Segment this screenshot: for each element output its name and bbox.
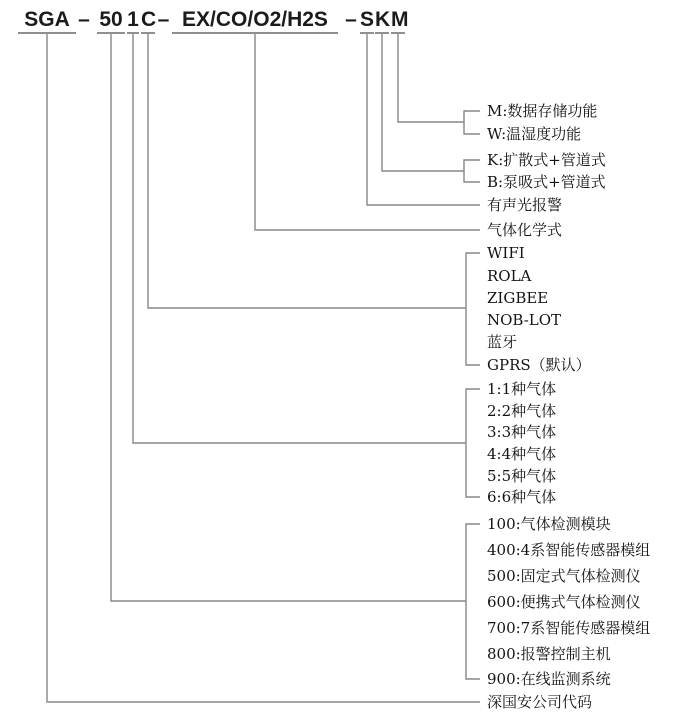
- label-gas-chemical-formula: 气体化学式: [487, 221, 563, 239]
- label-gas-5: 5:5种气体: [487, 467, 557, 485]
- label-series-100: 100:气体检测模块: [487, 515, 611, 533]
- bracket-gas-count-bracket: [466, 389, 480, 497]
- label-series-800: 800:报警控制主机: [487, 645, 611, 663]
- label-series-700: 700:7系智能传感器模组: [487, 619, 651, 637]
- connector-alarm-line: [367, 34, 480, 205]
- connector-sampling-bracket: [382, 34, 464, 171]
- label-wifi: WIFI: [487, 244, 525, 262]
- model-segment-code-k: K: [375, 8, 389, 34]
- label-series-500: 500:固定式气体检测仪: [487, 567, 641, 585]
- model-segment-dash-2: –: [157, 8, 170, 31]
- label-bluetooth: 蓝牙: [487, 333, 518, 351]
- bracket-series-bracket: [466, 524, 480, 679]
- bracket-comms-bracket: [466, 253, 480, 365]
- label-gas-4: 4:4种气体: [487, 445, 557, 463]
- model-segment-gas-count-1: 1: [127, 8, 139, 34]
- label-nob-lot: NOB-LOT: [487, 311, 562, 329]
- connector-gas-count-bracket: [133, 34, 466, 443]
- label-b-pump-duct: B:泵吸式+管道式: [487, 173, 606, 191]
- model-segment-dash-3: –: [345, 8, 357, 31]
- model-segment-code-s: S: [360, 8, 374, 34]
- label-gprs-default: GPRS（默认）: [487, 356, 591, 374]
- model-segment-sga: SGA: [18, 8, 76, 34]
- label-audible-visual-alarm: 有声光报警: [487, 196, 563, 214]
- label-series-600: 600:便携式气体检测仪: [487, 593, 641, 611]
- model-segment-gas-formula: EX/CO/O2/H2S: [172, 8, 338, 34]
- label-w-temp-humidity: W:温湿度功能: [487, 125, 582, 143]
- model-segment-comm-c: C: [141, 8, 155, 34]
- label-gas-6: 6:6种气体: [487, 488, 557, 506]
- connector-company-code-line: [47, 34, 480, 702]
- label-company-code: 深国安公司代码: [487, 693, 593, 711]
- label-m-data-storage: M:数据存储功能: [487, 102, 598, 120]
- label-series-900: 900:在线监测系统: [487, 670, 611, 688]
- label-zigbee: ZIGBEE: [487, 289, 549, 307]
- label-gas-2: 2:2种气体: [487, 402, 557, 420]
- label-rola: ROLA: [487, 267, 532, 285]
- label-series-400: 400:4系智能传感器模组: [487, 541, 651, 559]
- label-gas-3: 3:3种气体: [487, 423, 557, 441]
- connector-series-bracket: [111, 34, 466, 601]
- label-k-diffusion-duct: K:扩散式+管道式: [487, 151, 606, 169]
- model-segment-code-m: M: [391, 8, 405, 34]
- model-segment-series-50: 50: [97, 8, 125, 34]
- model-segment-dash-1: –: [78, 8, 90, 31]
- label-gas-1: 1:1种气体: [487, 380, 557, 398]
- bracket-sampling-bracket: [464, 160, 480, 182]
- bracket-function-bracket: [464, 111, 480, 134]
- connector-function-bracket: [398, 34, 464, 122]
